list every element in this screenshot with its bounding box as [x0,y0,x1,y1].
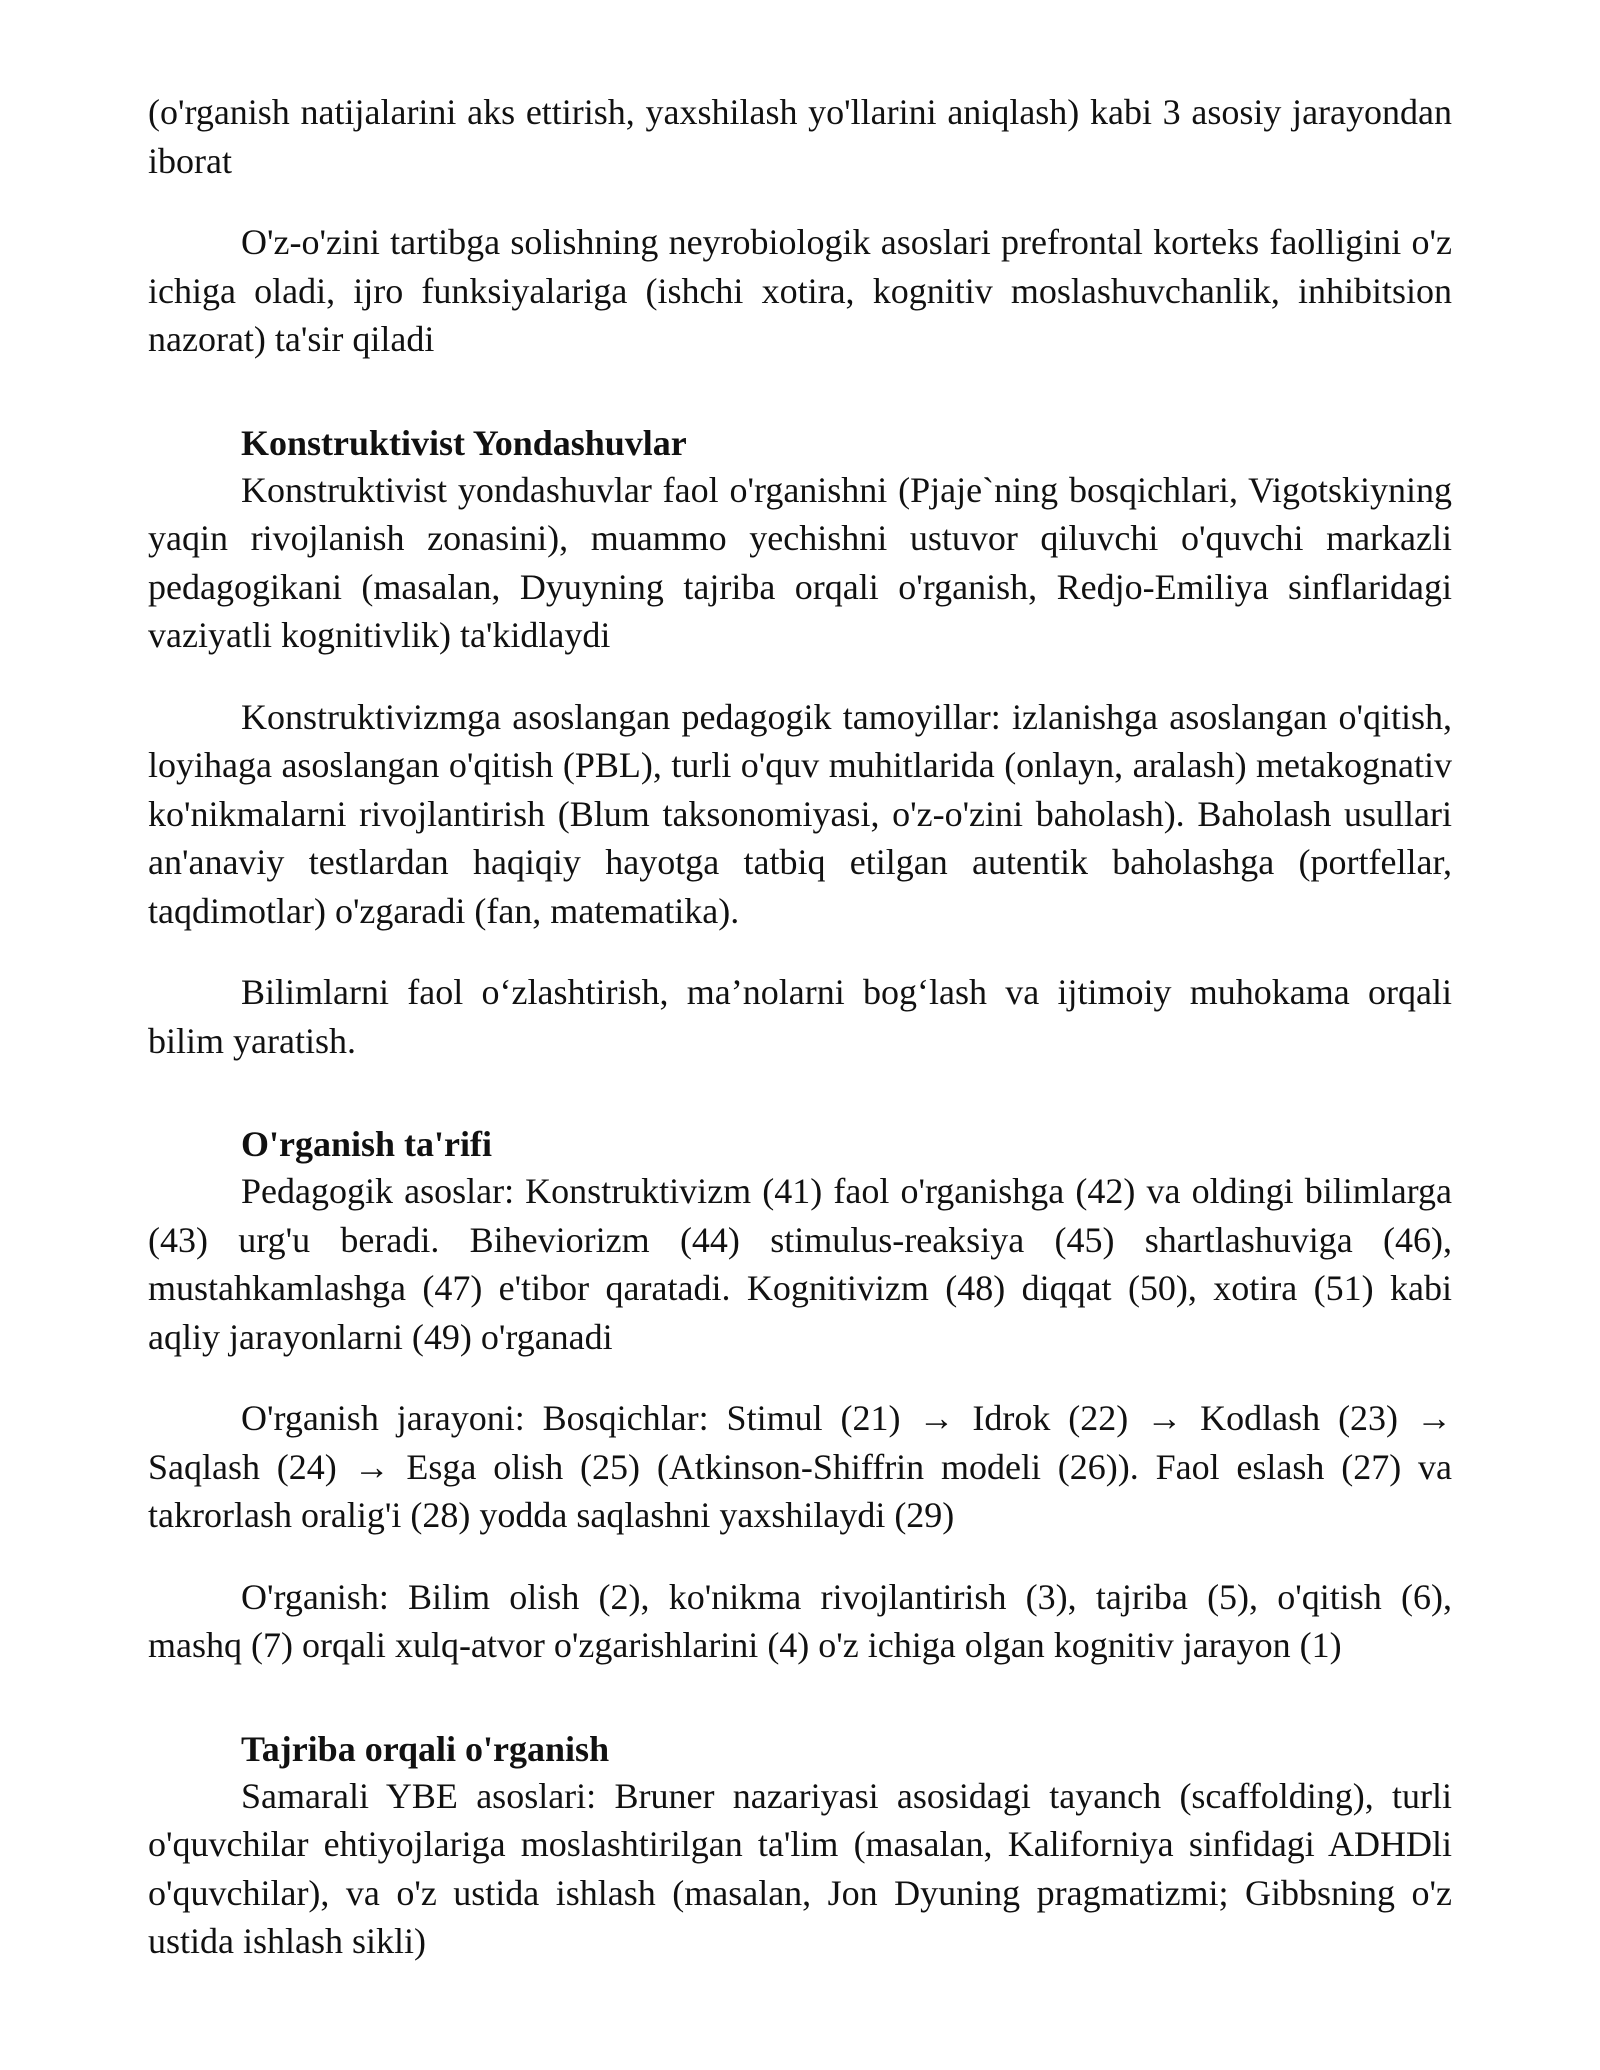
section-heading: O'rganish ta'rifi [241,1124,492,1164]
paragraph: O'rganish: Bilim olish (2), ko'nikma rivojlantirish (3), tajriba (5), o'qitish (6), mashq (7) orqali xulq-atvor o'zgarishlarini (4) o'z ichiga olgan kognitiv jarayon (1) [148,1576,1452,1665]
section-experiential-learning [148,1726,1452,1966]
section-heading: Konstruktivist Yondashuvlar [241,422,687,463]
section-learning-definition [148,1121,1452,1670]
section-constructivist-approaches [148,420,1452,1066]
paragraph: Bilimlarni faol o‘zlashtirish, ma’nolarni bog‘lash va ijtimoiy muhokama orqali bilim yaratish. [148,972,1452,1061]
document-body [148,88,1452,1999]
paragraph-self-regulation-neuro: O'z-o'zini tartibga solishning neyrobiologik asoslari prefrontal korteks faolligini o'z ichiga oladi, ijro funksiyalariga (ishchi xotira, kognitiv moslashuvchanlik, inhibitsion nazorat) ta'sir qiladi [148,222,1452,359]
paragraph: Konstruktivizmga asoslangan pedagogik tamoyillar: izlanishga asoslangan o'qitish, loyihaga asoslangan o'qitish (PBL), turli o'quv muhitlarida (onlayn, aralash) metakognativ ko'nikmalarni rivojlantirish (Blum taksonomiyasi, o'z-o'zini baholash). Baholash usullari an'anaviy testlardan haqiqiy hayotga tatbiq etilgan autentik baholashga (portfellar, taqdimotlar) o'zgaradi (fan, matematika). [148,696,1452,931]
paragraph: Samarali YBE asoslari: Bruner nazariyasi asosidagi tayanch (scaffolding), turli o'quvchilar ehtiyojlariga moslashtirilgan ta'lim (masalan, Kaliforniya sinfidagi ADHDli o'quvchilar), va o'z ustida ishlash (masalan, Jon Dyuning pragmatizmi; Gibbsning o'z ustida ishlash sikli) [148,1775,1452,1961]
paragraph: Pedagogik asoslar: Konstruktivizm (41) faol o'rganishga (42) va oldingi bilimlarga (43) urg'u beradi. Biheviorizm (44) stimulus-reaksiya (45) shartlashuviga (46), mustahkamlashga (47) e'tibor qaratadi. Kognitivizm (48) diqqat (50), xotira (51) kabi aqliy jarayonlarni (49) o'rganadi [148,1171,1452,1357]
paragraph-continuation: (o'rganish natijalarini aks ettirish, yaxshilash yo'llarini aniqlash) kabi 3 asosiy jarayondan iborat [148,92,1452,181]
paragraph: Konstruktivist yondashuvlar faol o'rganishni (Pjaje`ning bosqichlari, Vigotskiyning yaqin rivojlanish zonasini), muammo yechishni ustuvor qiluvchi o'quvchi markazli pedagogikani (masalan, Dyuyning tajriba orqali o'rganish, Redjo-Emiliya sinflaridagi vaziyatli kognitivlik) ta'kidlaydi [148,469,1452,655]
section-heading: Tajriba orqali o'rganish [241,1728,610,1769]
paragraph: O'rganish jarayoni: Bosqichlar: Stimul (21) → Idrok (22) → Kodlash (23) → Saqlash (24) → Esga olish (25) (Atkinson-Shiffrin modeli (26)). Faol eslash (27) va takrorlash oralig'i (28) yodda saqlashni yaxshilaydi (29) [148,1398,1452,1535]
